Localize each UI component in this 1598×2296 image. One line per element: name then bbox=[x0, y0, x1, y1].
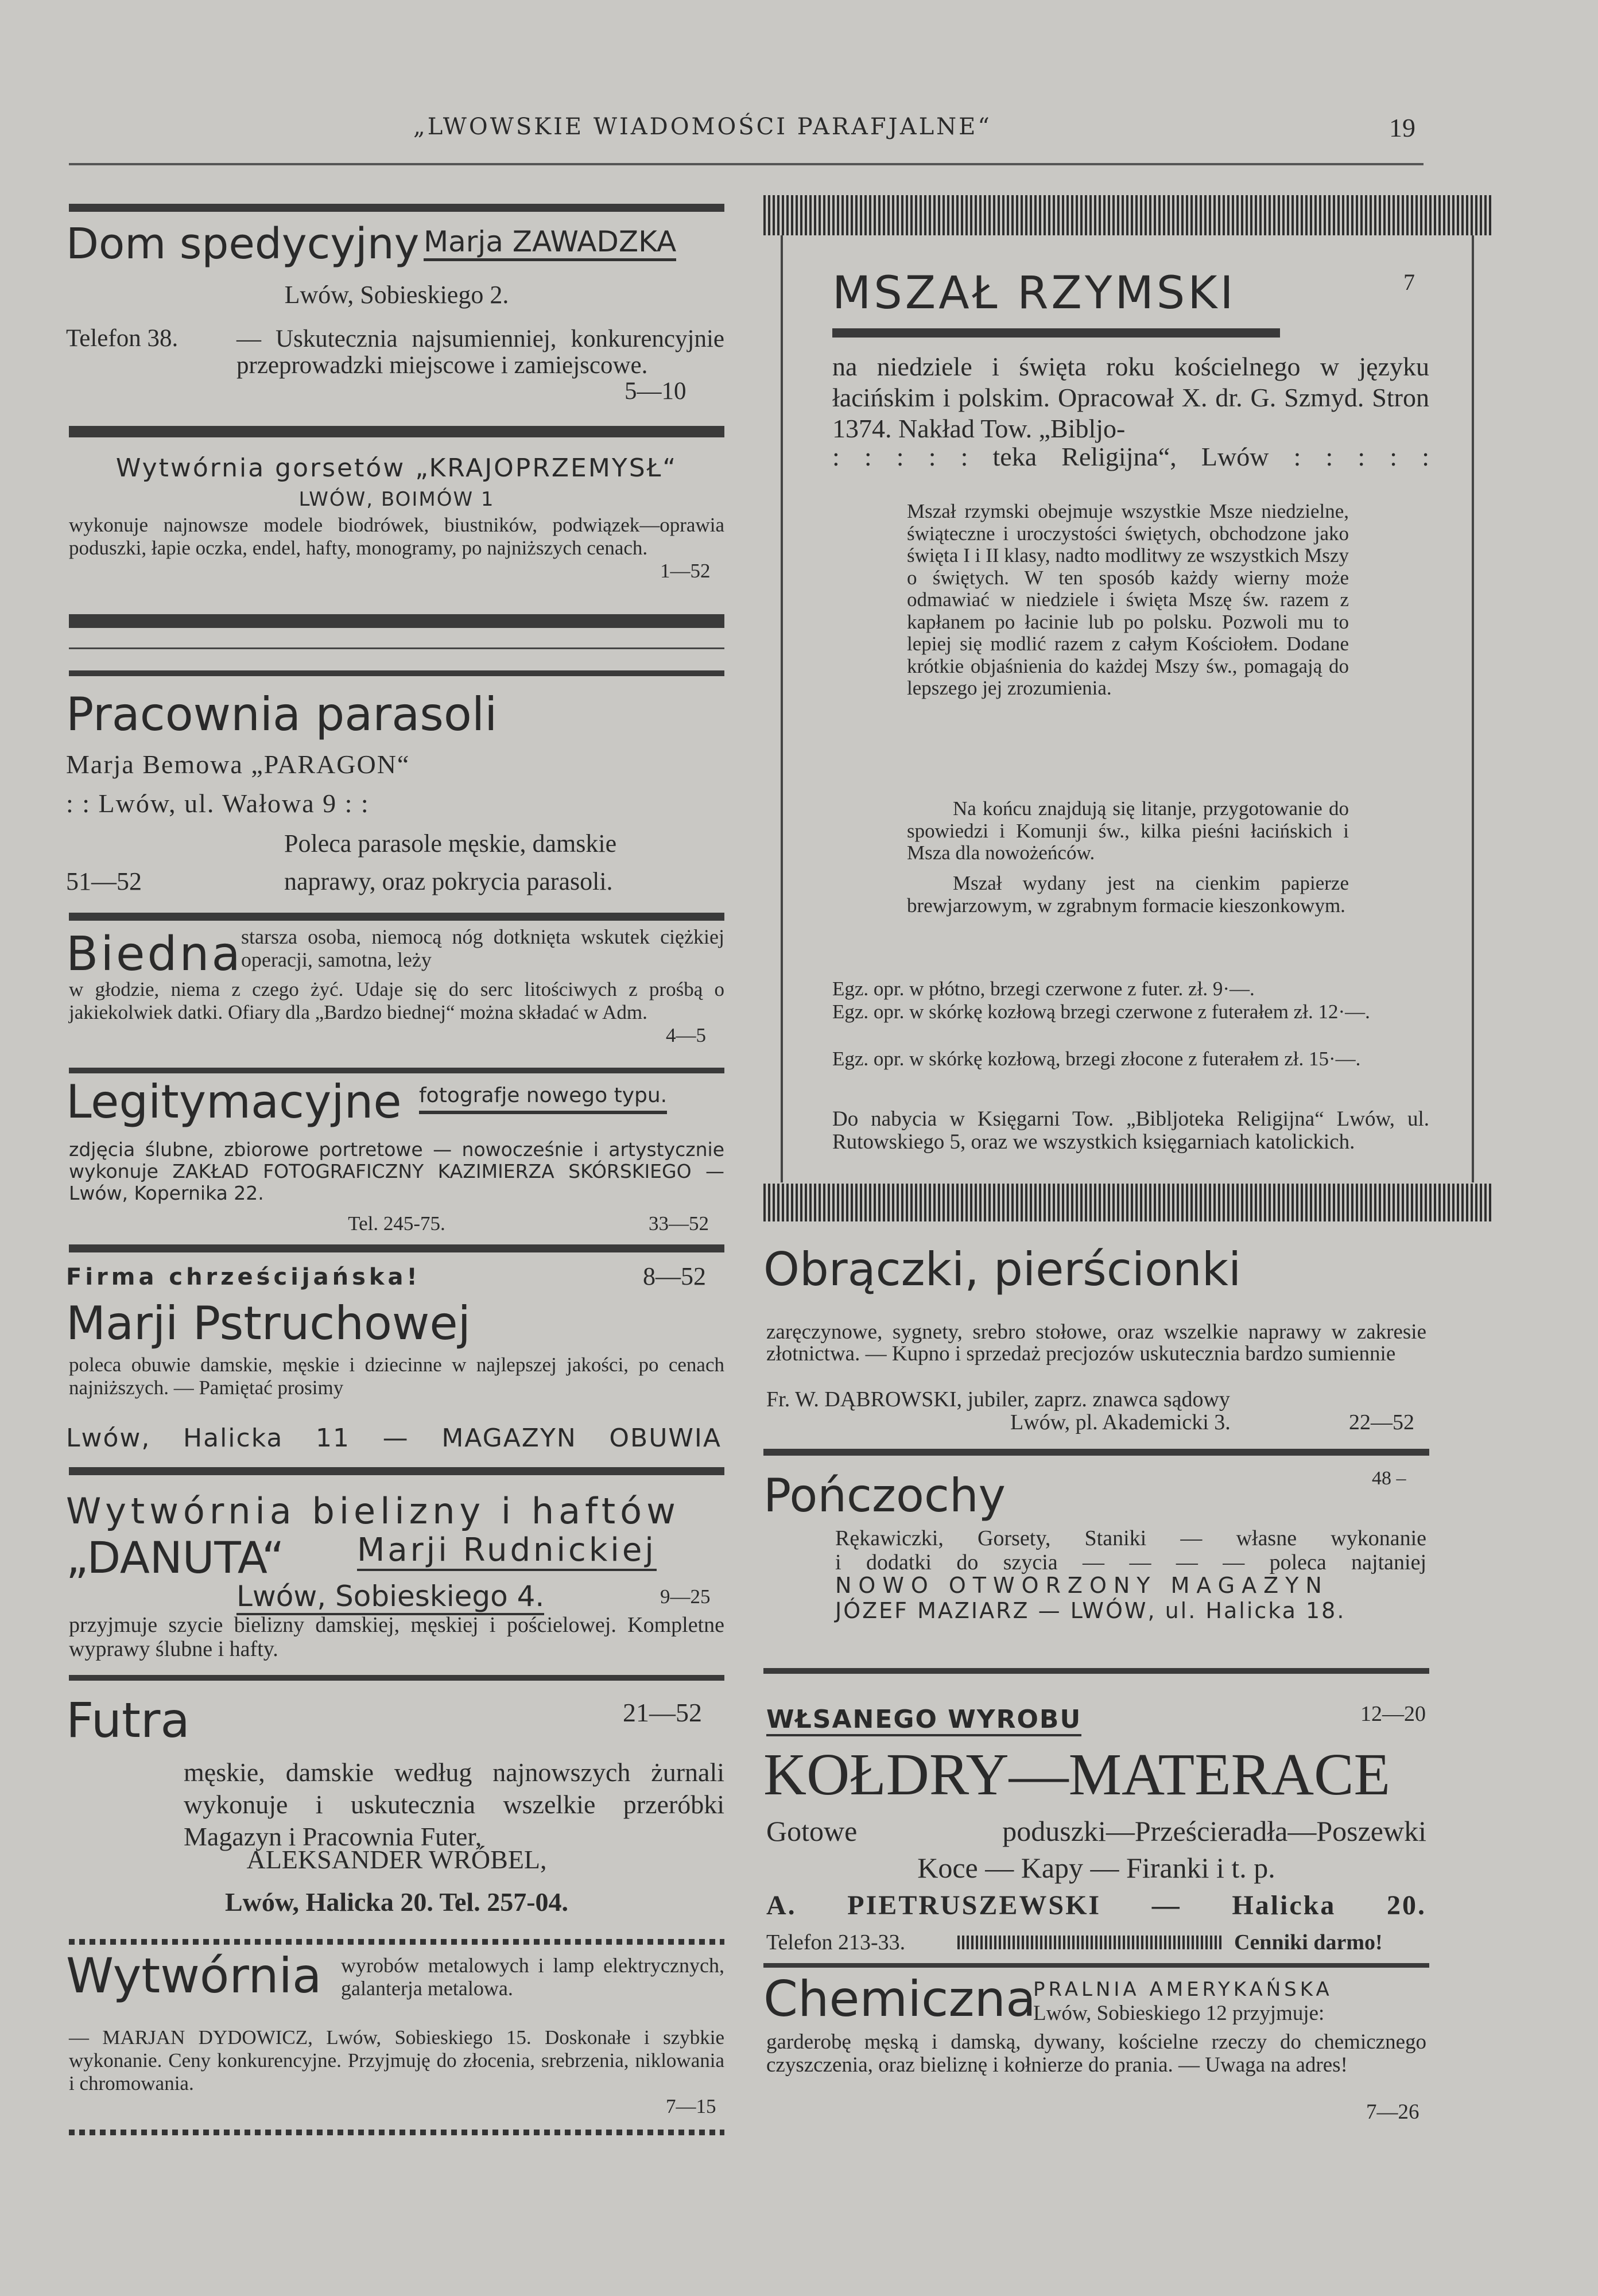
divider bbox=[69, 1244, 724, 1252]
ad-text: garderobę męską i damską, dywany, kościelne rzeczy do chemicznego czyszczenia, oraz bieliznę i kołnierze do prania. — Uwaga na adres! bbox=[766, 2030, 1426, 2077]
ad-title-pstruchowa: Marji Pstruchowej bbox=[66, 1297, 471, 1350]
ad-title-mszal: MSZAŁ RZYMSKI bbox=[832, 267, 1236, 319]
divider bbox=[69, 204, 724, 212]
ad-body: Mszał rzymski obejmuje wszystkie Msze niedzielne, świąteczne i uroczystości świętych, obchodzone jako święta I i II klasy, nadto modlitwy ze wszystkich Mszy o świętych. W ten sposób każdy wierny może odmawiać w niedziele i święta Mszę św. razem z kapłanem po łacinie lub po polsku. Pozwoli mu to lepiej się modlić razem z całym Kościołem. Dodane krótkie objaśnienia do każdej Mszy św., pomagają do lepszego jej zrozumienia. bbox=[907, 500, 1349, 699]
ad-sale: Do nabycia w Księgarni Tow. „Bibljoteka Religijna“ Lwów, ul. Rutowskiego 5, oraz we wszystkich księgarniach katolickich. bbox=[832, 1107, 1429, 1154]
ornament-divider bbox=[69, 2130, 724, 2135]
ad-title-dom-spedycyjny: Dom spedycyjny bbox=[66, 219, 420, 269]
ad-name: ALEKSANDER WRÓBEL, bbox=[246, 1845, 547, 1874]
ad-owner: Marji Rudnickiej bbox=[357, 1531, 657, 1571]
ad-text: zaręczynowe, sygnety, srebro stołowe, oraz wszelkie naprawy w zakresie złotnictwa. — Kupno i sprzedaż precjozów uskutecznia bardzo sumiennie bbox=[766, 1320, 1426, 1366]
ad-text: — Uskutecznia najsumienniej, konkurencyjnie przeprowadzki miejscowe i zamiejscowe. bbox=[236, 325, 724, 379]
ad-line: Gotowe poduszki—Prześcieradła—Poszewki bbox=[766, 1815, 1426, 1847]
ornament-divider bbox=[69, 1939, 724, 1945]
ad-title-gorsety: Wytwórnia gorsetów „KRAJOPRZEMYSŁ“ bbox=[115, 453, 678, 483]
ad-line: A. PIETRUSZEWSKI — Halicka 20. bbox=[766, 1890, 1426, 1921]
ad-pricelist: Cenniki darmo! bbox=[1234, 1930, 1383, 1954]
ad-intro: na niedziele i święta roku kościelnego w języku łacińskim i polskim. Opracował X. dr. G. Szmyd. Stron 1374. Nakład Tow. „Bibljo- bbox=[832, 352, 1429, 443]
ad-code: 12—20 bbox=[1360, 1702, 1426, 1726]
ad-code: 8—52 bbox=[643, 1262, 706, 1290]
header-rule bbox=[69, 163, 1424, 165]
ad-address: Lwów, Sobieskiego 2. bbox=[284, 281, 509, 309]
ad-name: Fr. W. DĄBROWSKI, jubiler, zaprz. znawca sądowy bbox=[766, 1387, 1230, 1411]
ad-code: 5—10 bbox=[625, 378, 686, 405]
ad-name: „DANUTA“ bbox=[66, 1532, 285, 1583]
running-header: „LWOWSKIE WIADOMOŚCI PARAFJALNE“ bbox=[413, 114, 992, 140]
divider bbox=[832, 328, 1280, 338]
divider bbox=[69, 670, 724, 676]
ad-line: Koce — Kapy — Firanki i t. p. bbox=[917, 1852, 1275, 1884]
ad-line: i dodatki do szycia — — — — poleca najtaniej bbox=[835, 1550, 1426, 1574]
ad-title-chemiczna: Chemiczna bbox=[763, 1971, 1036, 2028]
divider bbox=[69, 913, 724, 921]
divider bbox=[69, 614, 724, 628]
ad-code: 7—26 bbox=[1366, 2100, 1419, 2124]
ad-code: 4—5 bbox=[666, 1024, 706, 1046]
ad-text: przyjmuje szycie bielizny damskiej, męskiej i pościelowej. Kompletne wyprawy ślubne i hafty. bbox=[69, 1613, 724, 1661]
ad-phone: Telefon 213-33. bbox=[766, 1930, 906, 1954]
ad-text: zdjęcia ślubne, zbiorowe portretowe — nowocześnie i artystycznie wykonuje ZAKŁAD FOTOGRAFICZNY KAZIMIERZA SKÓRSKIEGO — Lwów, Kopernika 22. bbox=[69, 1138, 724, 1204]
ad-code: 9—25 bbox=[660, 1585, 711, 1608]
ad-title-danuta: Wytwórnia bielizny i haftów bbox=[66, 1490, 680, 1532]
ad-address: Lwów, Halicka 20. Tel. 257-04. bbox=[224, 1887, 569, 1917]
ad-title-ponczochy: Pończochy bbox=[763, 1469, 1006, 1522]
divider bbox=[763, 1449, 1429, 1456]
ad-body3: Mszał wydany jest na cienkim papierze brewjarzowym, w zgrabnym formacie kieszonkowym. bbox=[907, 872, 1349, 917]
ad-text: starsza osoba, niemocą nóg dotknięta wskutek ciężkiej operacji, samotna, leży bbox=[241, 925, 724, 971]
ad-address: Lwów, pl. Akademicki 3. bbox=[1010, 1410, 1231, 1434]
ad-phone: Tel. 245-75. bbox=[348, 1212, 445, 1235]
ad-intro2: : : : : : teka Religijna“, Lwów : : : : : bbox=[832, 442, 1429, 471]
ad-title-futra: Futra bbox=[66, 1692, 190, 1748]
ad-code: 21—52 bbox=[623, 1698, 702, 1727]
ad-address: LWÓW, BOIMÓW 1 bbox=[298, 488, 495, 511]
ad-tagline: WŁSANEGO WYROBU bbox=[766, 1705, 1081, 1736]
ad-line: Rękawiczki, Gorsety, Staniki — własne wykonanie bbox=[835, 1526, 1426, 1550]
ad-tagline: Firma chrześcijańska! bbox=[66, 1264, 421, 1290]
ad-title-parasole: Pracownia parasoli bbox=[66, 688, 498, 741]
ad-text: poleca obuwie damskie, męskie i dziecinne w najlepszej jakości, po cenach najniższych. — Pamiętać prosimy bbox=[69, 1353, 724, 1399]
ad-text: męskie, damskie według najnowszych żurnali wykonuje i uskutecznia wszelkie przeróbki Magazyn i Pracownia Futer, bbox=[184, 1758, 724, 1851]
divider bbox=[763, 1668, 1429, 1674]
ad-title-legitymacyjne: Legitymacyjne bbox=[66, 1075, 402, 1128]
ad-subtitle: wyrobów metalowych i lamp elektrycznych, galanterja metalowa. bbox=[341, 1954, 724, 2000]
ad-owner-zawadzka: Marja ZAWADZKA bbox=[424, 225, 676, 261]
ad-text: w głodzie, niema z czego żyć. Udaje się do serc litościwych z prośbą o jakiekolwiek datki. Ofiary dla „Bardzo biednej“ można składać w Adm. bbox=[69, 978, 724, 1023]
ad-title-obraczki: Obrączki, pierścionki bbox=[763, 1243, 1242, 1296]
ad-code: 1—52 bbox=[660, 560, 711, 582]
ad-code: 33—52 bbox=[649, 1212, 709, 1235]
ad-address: : : Lwów, ul. Wałowa 9 : : bbox=[66, 789, 370, 818]
ad-num: 7 bbox=[1403, 269, 1415, 295]
ad-line: NOWO OTWORZONY MAGAZYN bbox=[835, 1573, 1329, 1598]
ornament-border bbox=[763, 1184, 1494, 1221]
divider bbox=[69, 647, 724, 649]
divider bbox=[69, 426, 724, 437]
divider bbox=[69, 1068, 724, 1073]
ad-address: Lwów, Sobieskiego 12 przyjmuje: bbox=[1033, 2002, 1325, 2025]
ad-footer: Lwów, Halicka 11 — MAGAZYN OBUWIA bbox=[66, 1424, 722, 1453]
ad-line: Poleca parasole męskie, damskie bbox=[284, 829, 617, 858]
divider bbox=[69, 1675, 724, 1681]
ad-price: Egz. opr. w skórkę kozłową brzegi czerwone z futerałem zł. 12·—. bbox=[832, 1000, 1370, 1023]
ad-owner: Marja Bemowa „PARAGON“ bbox=[66, 750, 410, 779]
divider bbox=[69, 1467, 724, 1475]
ad-phone: Telefon 38. bbox=[66, 325, 179, 352]
ad-code: 48 – bbox=[1372, 1468, 1406, 1489]
ad-subtitle: PRALNIA AMERYKAŃSKA bbox=[1033, 1978, 1333, 2001]
ad-price: Egz. opr. w skórkę kozłową, brzegi złocone z futerałem zł. 15·—. bbox=[832, 1048, 1361, 1070]
ad-code: 51—52 bbox=[66, 867, 142, 895]
ad-code: 22—52 bbox=[1349, 1410, 1414, 1434]
divider bbox=[763, 1963, 1429, 1968]
ornament-border bbox=[763, 195, 1494, 235]
ad-body2: Na końcu znajdują się litanje, przygotowanie do spowiedzi i Komunji św., kilka pieśni łacińskich i Msza dla nowożeńców. bbox=[907, 797, 1349, 864]
ornament-chain bbox=[957, 1936, 1221, 1949]
ad-subtitle: fotografje nowego typu. bbox=[419, 1084, 667, 1114]
ad-price: Egz. opr. w płótno, brzegi czerwone z futer. zł. 9·—. bbox=[832, 978, 1255, 1000]
ad-title-koldry: KOŁDRY—MATERACE bbox=[763, 1742, 1391, 1808]
page-number: 19 bbox=[1389, 113, 1415, 142]
ad-code: 7—15 bbox=[666, 2095, 716, 2117]
ad-address: Lwów, Sobieskiego 4. bbox=[236, 1580, 544, 1615]
ad-text: — MARJAN DYDOWICZ, Lwów, Sobieskiego 15. Doskonałe i szybkie wykonanie. Ceny konkurencyjne. Przyjmuję do złocenia, srebrzenia, niklowania i chromowania. bbox=[69, 2026, 724, 2095]
ad-title-metalowe: Wytwórnia bbox=[66, 1948, 322, 2004]
ad-line: naprawy, oraz pokrycia parasoli. bbox=[284, 867, 613, 895]
ad-title-biedna: Biedna bbox=[66, 927, 243, 982]
ad-text: wykonuje najnowsze modele biodrówek, biustników, podwiązek—oprawia poduszki, łapie oczka, endel, hafty, monogramy, po najniższych cenach. bbox=[69, 514, 724, 559]
ad-line: JÓZEF MAZIARZ — LWÓW, ul. Halicka 18. bbox=[835, 1598, 1346, 1623]
